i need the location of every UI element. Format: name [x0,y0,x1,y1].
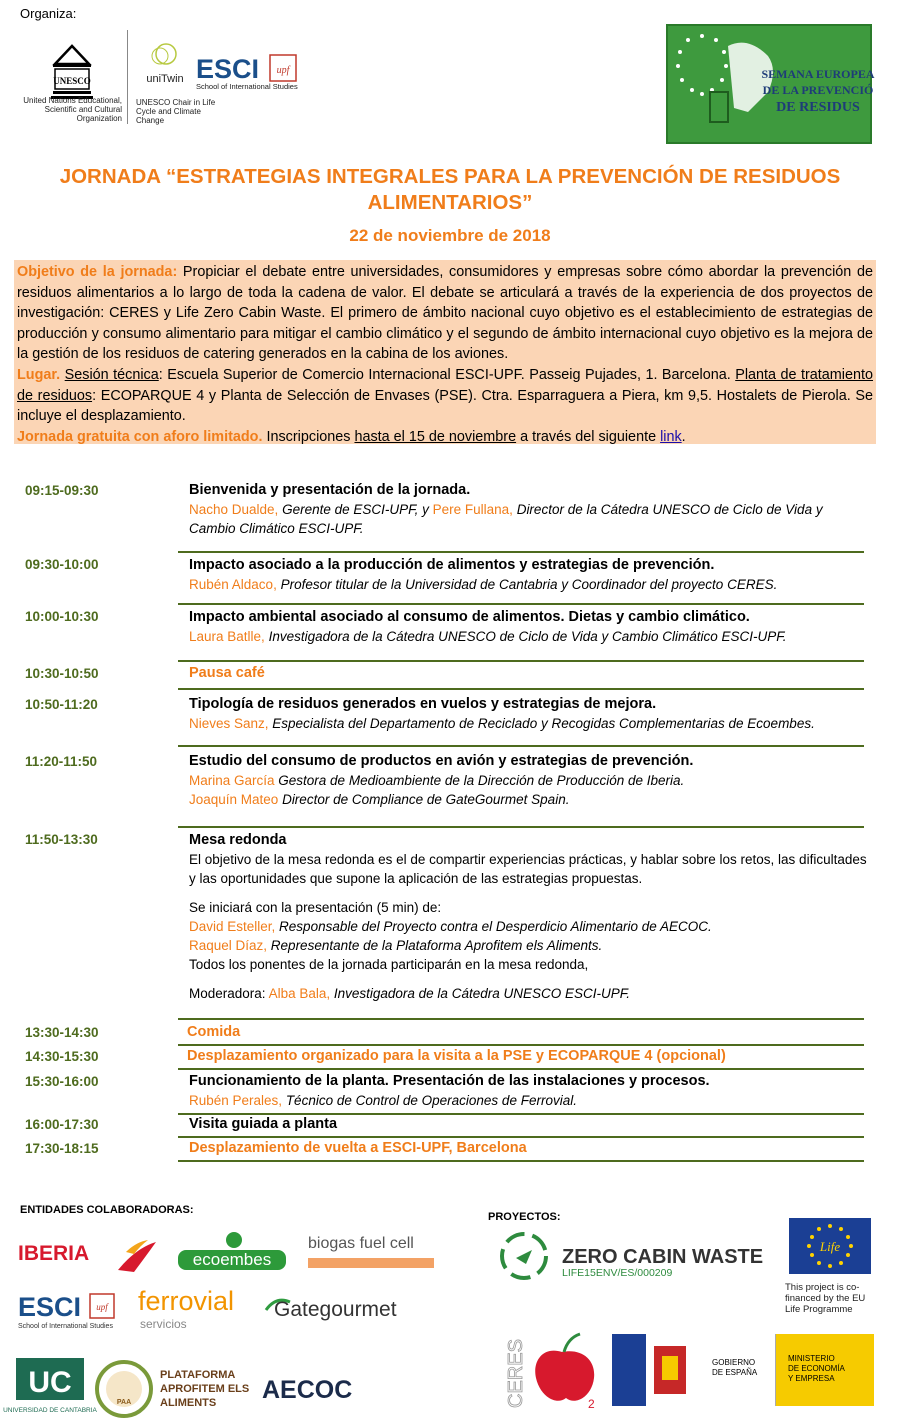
gob-line-2: DE ESPAÑA [712,1368,758,1377]
speaker-name: Rubén Aldaco, [189,577,277,592]
divider [178,1160,864,1162]
esci-top-caption: School of International Studies [196,82,298,91]
ferrovial-sub: servicios [140,1317,187,1331]
esci-word: ESCI [18,1292,82,1322]
schedule-item [189,1072,869,1110]
prevention-week-logo [666,24,875,144]
speaker-role: Gerente de ESCI-UPF, y [278,502,433,517]
event-title [0,164,900,216]
proyectos-label: PROYECTOS: [488,1211,561,1223]
esci-top-upf: upf [276,65,290,76]
life-word: Life [819,1239,841,1254]
paa-logo [94,1360,254,1418]
divider [178,1068,864,1070]
lugar-label: Lugar. [17,366,61,383]
session-title: Desplazamiento organizado para la visita a la PSE y ECOPARQUE 4 (opcional) [187,1048,726,1064]
week-text-1: SEMANA EUROPEA [761,67,875,81]
esci-caption: School of International Studies [18,1323,113,1330]
info-box [14,260,876,444]
schedule-item [189,695,869,733]
inscr-end: . [681,428,686,445]
speaker-role: Director de Compliance de GateGourmet Spain. [278,792,570,807]
paa-line-1: PLATAFORMA [160,1369,236,1381]
organiza-label: Organiza: [20,6,77,21]
bin-icon [710,92,728,122]
unesco-caption: United Nations Educational, Scientific and Cultural Organization [23,96,122,123]
esci-top-word: ESCI [196,54,260,84]
uc-word: UC [28,1366,72,1399]
zcw-code: LIFE15ENV/ES/000209 [562,1267,673,1279]
time-slot: 11:20-11:50 [25,754,98,769]
gratuita-label: Jornada gratuita con aforo limitado. [17,428,263,445]
ceres-logo [504,1330,600,1410]
schedule-item [189,831,869,1003]
schedule-item [189,481,869,538]
ferrovial-logo [138,1284,250,1332]
speaker-role: Especialista del Departamento de Reciclado y Recogidas Complementarias de Ecoembes. [268,716,815,731]
planta-text: : ECOPARQUE 4 y Planta de Selección de Envases (PSE). Ctra. Esparraguera a Piera, km 9,5. Hostalets de Pierola. Se incluye el desplazamiento. [17,387,873,425]
session-title: Bienvenida y presentación de la jornada. [189,482,471,498]
inscr-date: hasta el 15 de noviembre [354,428,517,445]
biogas-logo [308,1232,436,1272]
gategourmet-logo [264,1292,426,1326]
session-note: Todos los ponentes de la jornada participarán en la mesa redonda, [189,957,589,972]
session-title: Desplazamiento de vuelta a ESCI-UPF, Barcelona [189,1140,527,1156]
divider [178,660,864,662]
time-slot: 09:30-10:00 [25,557,99,572]
unitwin-logo [136,40,194,96]
divider [178,826,864,828]
objetivo-text: Propiciar el debate entre universidades, consumidores y empresas sobre cómo abordar la prevención de residuos alimentarios a lo largo de toda la cadena de valor. El debate se articulará a través de la experiencia de dos proyectos de investigación: CERES y Life Zero Cabin Waste. El primero de ámbito nacional cuyo objetivo es el establecimiento de estrategias de producción y consumo alimentario para mitigar el cambio climático y el segundo de ámbito internacional cuyo objetivo es la mejora de la gestión de los residuos de catering generados en la cabina de los aviones. [17,264,873,363]
min-line-1: MINISTERIO [788,1354,835,1363]
inscr-pre: Inscripciones [262,428,355,445]
time-slot: 14:30-15:30 [25,1049,99,1064]
week-text-3: DE RESIDUS [776,100,860,115]
plane-icon [516,1250,532,1264]
ferrovial-word: ferrovial [138,1286,235,1316]
speaker-name: Joaquín Mateo [189,792,279,807]
moderator-label: Moderadora: [189,986,269,1001]
speaker-name: Laura Batlle, [189,629,265,644]
divider [178,688,864,690]
uc-caption: UNIVERSIDAD DE CANTABRIA [3,1407,97,1414]
ecoembes-logo [178,1230,288,1270]
divider [178,745,864,747]
schedule-item [189,1115,869,1134]
esci-upf: upf [96,1302,108,1312]
speaker-name: Nacho Dualde, [189,502,279,517]
registration-link[interactable]: link [660,428,682,445]
event-date: 22 de noviembre de 2018 [349,226,551,245]
speaker-role: Responsable del Proyecto contra el Desperdicio Alimentario de AECOC. [275,919,712,934]
gategourmet-word: Gategourmet [274,1298,397,1321]
esci-logo [18,1290,118,1330]
min-line-2: DE ECONOMÍA [788,1364,845,1373]
speaker-name: David Esteller, [189,919,276,934]
schedule-item [189,608,869,646]
life-caption: This project is co-financed by the EU Life Programme [785,1282,866,1315]
speaker-role: Profesor titular de la Universidad de Cantabria y Coordinador del proyecto CERES. [276,577,778,592]
time-slot: 10:30-10:50 [25,666,99,681]
planta-label: Planta de tratamiento de residuos [17,366,873,404]
unitwin-word: uniTwin [146,73,184,85]
biogas-word: biogas fuel cell [308,1235,414,1252]
speaker-role: Investigadora de la Cátedra UNESCO ESCI-UPF. [330,986,630,1001]
coat-of-arms-icon [650,1342,690,1398]
paa-line-2: APROFITEM ELS [160,1383,250,1395]
divider [178,1018,864,1020]
divider [178,551,864,553]
title-line-1: JORNADA “ESTRATEGIAS INTEGRALES PARA LA PREVENCIÓN DE RESIDUOS [59,165,841,188]
iberia-word: IBERIA [18,1242,90,1265]
eu-stars-icon [676,34,728,96]
uc-logo [3,1358,97,1418]
session-description: El objetivo de la mesa redonda es el de compartir experiencias prácticas, y hablar sobre los retos, las dificultades y las oportunidades que supone la aplicación de las estrategias propuestas. [189,852,867,886]
eu-life-logo [789,1218,871,1274]
unitwin-caption: UNESCO Chair in Life Cycle and Climate Change [136,98,216,125]
ceres-word: CERES [505,1339,527,1408]
header-divider [127,30,128,124]
time-slot: 10:00-10:30 [25,609,99,624]
week-text-2: DE LA PREVENCIÓ [762,83,874,97]
session-title: Comida [187,1024,241,1040]
time-slot: 09:15-09:30 [25,483,99,498]
time-slot: 10:50-11:20 [25,697,98,712]
speaker-role: Representante de la Plataforma Aprofitem els Aliments. [267,938,603,953]
inscr-mid: a través del siguiente [516,428,661,445]
session-intro: Se iniciará con la presentación (5 min) de: [189,900,442,915]
speaker-name: Rubén Perales, [189,1093,283,1108]
aecoc-word: AECOC [262,1376,353,1404]
ecoembes-word: ecoembes [192,1250,272,1269]
time-slot: 17:30-18:15 [25,1141,99,1156]
session-title: Tipología de residuos generados en vuelos y estrategias de mejora. [189,696,657,712]
schedule-item [187,1047,867,1066]
speaker-name: Pere Fullana, [432,502,513,517]
time-slot: 15:30-16:00 [25,1074,99,1089]
divider [178,603,864,605]
sesion-text: : Escuela Superior de Comercio Internacional ESCI-UPF. Passeig Pujades, 1. Barcelona. [158,366,736,383]
time-slot: 11:50-13:30 [25,832,98,847]
title-line-2: ALIMENTARIOS” [367,191,533,214]
aecoc-logo [262,1372,372,1406]
session-title: Funcionamiento de la planta. Presentación de las instalaciones y procesos. [189,1073,710,1089]
schedule-item [187,1023,867,1042]
speaker-role: Técnico de Control de Operaciones de Ferrovial. [282,1093,577,1108]
speaker-name: Raquel Díaz, [189,938,268,953]
session-title: Visita guiada a planta [189,1116,338,1132]
time-slot: 16:00-17:30 [25,1117,99,1132]
sesion-label: Sesión técnica [64,366,159,383]
schedule-item [189,1139,869,1158]
zero-cabin-waste-logo [498,1228,768,1284]
divider [178,1044,864,1046]
apple-icon [535,1351,594,1401]
speaker-role: Director de la Cátedra UNESCO de Ciclo de Vida y Cambio Climático ESCI-UPF. [189,502,823,536]
gob-line-1: GOBIERNO [712,1358,756,1367]
session-title: Impacto ambiental asociado al consumo de alimentos. Dietas y cambio climático. [189,609,750,625]
session-title: Pausa café [189,665,265,681]
zcw-title: ZERO CABIN WASTE [562,1246,764,1268]
speaker-name: Marina García [189,773,275,788]
iberia-logo [18,1236,158,1276]
speaker-role: Investigadora de la Cátedra UNESCO de Ciclo de Vida y Cambio Climático ESCI-UPF. [264,629,787,644]
session-title: Impacto asociado a la producción de alimentos y estrategias de prevención. [189,557,715,573]
divider [178,1136,864,1138]
speaker-name: Nieves Sanz, [189,716,269,731]
schedule-item [189,556,869,594]
unesco-word: UNESCO [53,76,91,86]
time-slot: 13:30-14:30 [25,1025,99,1040]
paa-badge: PAA [116,1399,132,1406]
min-line-3: Y EMPRESA [788,1374,835,1383]
gobierno-logo [612,1334,874,1406]
schedule-item [189,752,869,809]
entidades-label: ENTIDADES COLABORADORAS: [20,1204,194,1216]
paa-line-3: ALIMENTS [160,1397,217,1409]
session-title: Estudio del consumo de productos en avión y estrategias de prevención. [189,753,694,769]
session-title: Mesa redonda [189,832,287,848]
eu-flag-icon [612,1334,646,1406]
ceres-sub: 2 [588,1397,595,1411]
objetivo-label: Objetivo de la jornada: [17,264,178,280]
speaker-role: Gestora de Medioambiente de la Dirección de Producción de Iberia. [274,773,685,788]
schedule-item [189,664,869,683]
speaker-name: Alba Bala, [268,986,331,1001]
